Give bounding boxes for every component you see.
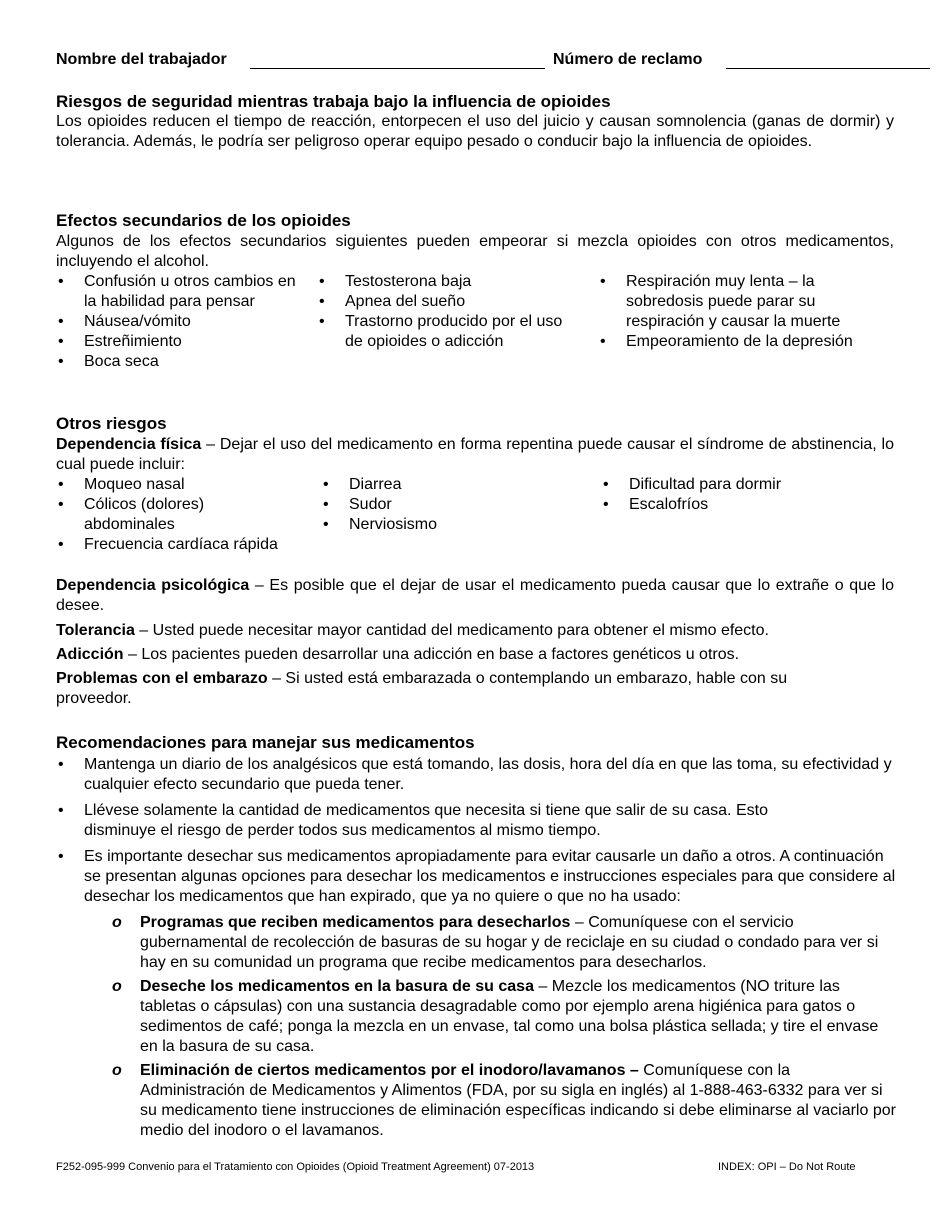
recommendations-list bbox=[56, 755, 896, 1147]
form-id: F252-095-999 Convenio para el Tratamiento con Opioides (Opioid Treatment Agreement) 07-2013 bbox=[56, 1161, 535, 1173]
side-effects-intro: Algunos de los efectos secundarios siguientes pueden empeorar si mezcla opioides con otros medicamentos, incluyendo el alcohol. bbox=[56, 233, 894, 270]
side-effects-title: Efectos secundarios de los opioides bbox=[56, 211, 351, 230]
list-item: • Confusión u otros cambios en la habilidad para pensar bbox=[56, 272, 296, 312]
addiction bbox=[56, 645, 894, 665]
worker-name-field[interactable] bbox=[250, 68, 545, 69]
list-item: • Testosterona baja bbox=[317, 272, 582, 292]
list-item: • Escalofríos bbox=[601, 495, 891, 515]
list-item: • Respiración muy lenta – la sobredosis puede parar su respiración y causar la muerte bbox=[598, 272, 888, 332]
withdrawal-list-col2 bbox=[321, 475, 571, 535]
list-item: • Boca seca bbox=[56, 352, 296, 372]
index-note: INDEX: OPI – Do Not Route bbox=[718, 1161, 856, 1173]
tolerance-text: – Usted puede necesitar mayor cantidad del medicamento para obtener el mismo efecto. bbox=[134, 622, 769, 639]
list-item bbox=[84, 913, 896, 973]
list-item: • Cólicos (dolores) abdominales bbox=[56, 495, 234, 535]
other-risks-title: Otros riesgos bbox=[56, 414, 167, 433]
psychological-dependence-text: – Es posible que el dejar de usar el medicamento pueda causar que lo extrañe o que lo desee. bbox=[56, 577, 895, 614]
addiction-term: Adicción bbox=[56, 646, 124, 663]
list-item: • Dificultad para dormir bbox=[601, 475, 891, 495]
list-item: • Apnea del sueño bbox=[317, 292, 582, 312]
addiction-text: – Los pacientes pueden desarrollar una adicción en base a factores genéticos u otros. bbox=[123, 646, 740, 663]
psychological-dependence-term: Dependencia psicológica bbox=[56, 577, 250, 594]
claim-number-field[interactable] bbox=[726, 68, 930, 69]
tolerance-term: Tolerancia bbox=[56, 622, 135, 639]
physical-dependence bbox=[56, 435, 894, 475]
list-item: • Náusea/vómito bbox=[56, 312, 296, 332]
safety-title: Riesgos de seguridad mientras trabaja bajo la influencia de opioides bbox=[56, 92, 611, 111]
list-item: • Llévese solamente la cantidad de medicamentos que necesita si tiene que salir de su casa. Esto disminuye el riesgo de perder todos sus medicamentos al mismo tiempo. bbox=[56, 801, 896, 841]
disposal-option-text: Comuníquese con la Administración de Medicamentos y Alimentos (FDA, por su sigla en inglés) al 1-888-463-6332 para ver si su medicamento tiene instrucciones de eliminación específicas indicando si debe eliminarse al vaciarlo por medio del inodoro o el lavamanos. bbox=[140, 1062, 896, 1139]
worker-name-label: Nombre del trabajador bbox=[56, 51, 227, 68]
list-item: • Sudor bbox=[321, 495, 571, 515]
disposal-options bbox=[84, 913, 896, 1141]
side-effects-list-col1 bbox=[56, 272, 296, 372]
physical-dependence-term: Dependencia física bbox=[56, 436, 202, 453]
list-item: • Mantenga un diario de los analgésicos que está tomando, las dosis, hora del día en que las toma, su efectividad y cualquier efecto secundario que pueda tener. bbox=[56, 755, 896, 795]
withdrawal-list-col3 bbox=[601, 475, 891, 515]
side-effects-list-col3 bbox=[598, 272, 888, 352]
pregnancy-text: – Si usted está embarazada o contemplando un embarazo, hable con su proveedor. bbox=[56, 670, 788, 707]
list-item: • Estreñimiento bbox=[56, 332, 296, 352]
recommendations-title: Recomendaciones para manejar sus medicamentos bbox=[56, 733, 475, 752]
disposal-option-term: Eliminación de ciertos medicamentos por el inodoro/lavamanos – bbox=[140, 1062, 639, 1079]
list-item: • Moqueo nasal bbox=[56, 475, 306, 495]
disposal-option-text: – Mezcle los medicamentos (NO triture las tabletas o cápsulas) con una sustancia desagradable como por ejemplo arena higiénica para gatos o sedimentos de café; ponga la mezcla en un envase, tal como una bolsa plástica sellada; y tire el envase en la basura de su casa. bbox=[140, 978, 879, 1055]
list-item: • Frecuencia cardíaca rápida bbox=[56, 535, 306, 555]
disposal-option-text: – Comuníquese con el servicio gubernamental de recolección de basuras de su hogar y de reciclaje en su ciudad o condado para ver si hay en su comunidad un programa que recibe medicamentos para desecharlos. bbox=[140, 914, 879, 971]
list-item bbox=[84, 977, 896, 1057]
psychological-dependence bbox=[56, 576, 894, 616]
disposal-option-term: Programas que reciben medicamentos para desecharlos bbox=[140, 914, 571, 931]
list-item: • Empeoramiento de la depresión bbox=[598, 332, 888, 352]
withdrawal-list-col1 bbox=[56, 475, 306, 555]
safety-text: Los opioides reducen el tiempo de reacción, entorpecen el uso del juicio y causan somnolencia (ganas de dormir) y tolerancia. Además, le podría ser peligroso operar equipo pesado o conducir bajo la influencia de opioides. bbox=[56, 113, 894, 150]
pregnancy bbox=[56, 669, 846, 709]
list-item: • Diarrea bbox=[321, 475, 571, 495]
side-effects-list-col2 bbox=[317, 272, 582, 352]
list-item: • Nerviosismo bbox=[321, 515, 571, 535]
disposal-intro: Es importante desechar sus medicamentos apropiadamente para evitar causarle un daño a otros. A continuación se presentan algunas opciones para desechar los medicamentos e instrucciones especiales para que considere al desechar los medicamentos que han expirado, que ya no quiere o que no ha usado: bbox=[84, 848, 896, 905]
claim-number-label: Número de reclamo bbox=[553, 51, 703, 68]
list-item bbox=[84, 1061, 896, 1141]
pregnancy-term: Problemas con el embarazo bbox=[56, 670, 268, 687]
physical-dependence-text: – Dejar el uso del medicamento en forma repentina puede causar el síndrome de abstinencia, lo cual puede incluir: bbox=[56, 436, 894, 473]
tolerance bbox=[56, 621, 894, 641]
list-item: • Trastorno producido por el uso de opioides o adicción bbox=[317, 312, 582, 352]
list-item bbox=[56, 847, 896, 1141]
disposal-option-term: Deseche los medicamentos en la basura de su casa bbox=[140, 978, 534, 995]
